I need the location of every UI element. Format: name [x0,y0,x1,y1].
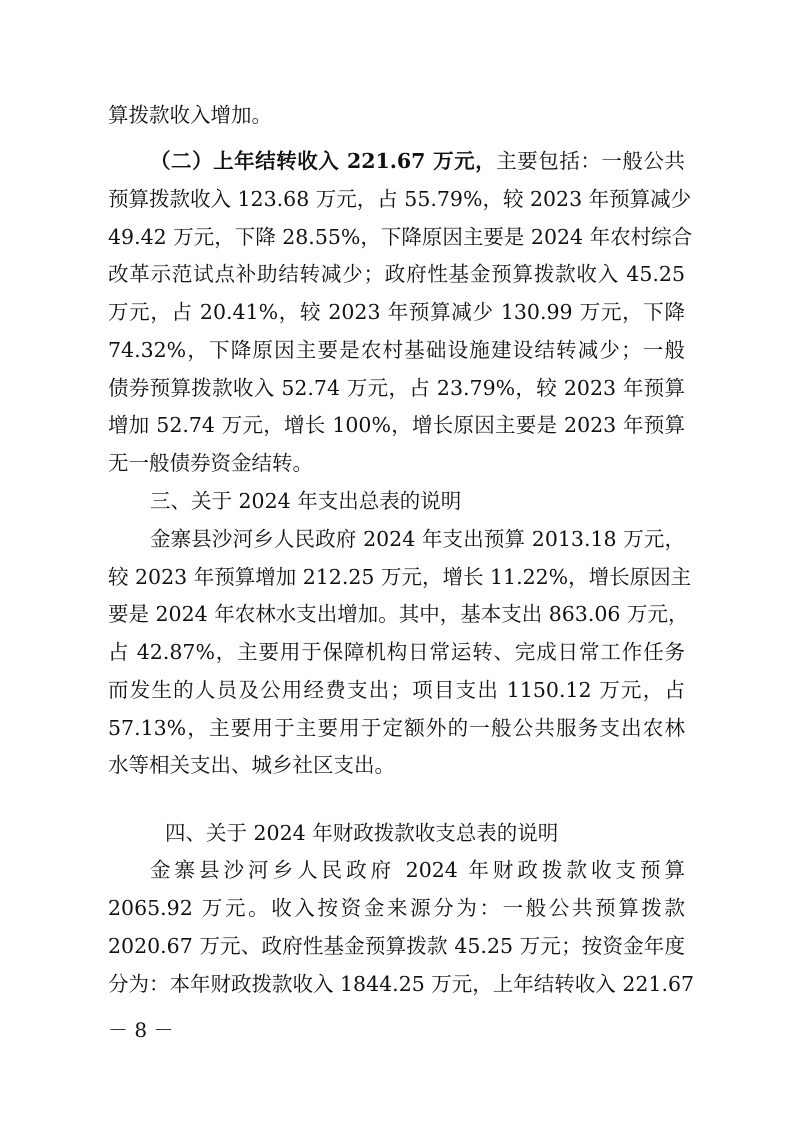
paragraph-line: 2020.67 万元、政府性基金预算拨款 45.25 万元；按资金年度 [108,934,685,958]
paragraph-line: 万元，占 20.41%，较 2023 年预算减少 130.99 万元，下降 [108,300,685,324]
paragraph-line: 占 42.87%，主要用于保障机构日常运转、完成日常工作任务 [108,640,685,664]
paragraph-line: 74.32%，下降原因主要是农村基础设施建设结转减少；一般 [108,338,685,362]
paragraph-line: 57.13%，主要用于主要用于定额外的一般公共服务支出农林 [108,716,685,740]
section-heading: 四、关于 2024 年财政拨款收支总表的说明 [165,821,559,845]
paragraph-line: 改革示范试点补助结转减少；政府性基金预算拨款收入 45.25 [108,262,685,286]
page-number: － 8 － [108,1018,174,1042]
paragraph-line: 水等相关支出、城乡社区支出。 [108,753,395,777]
paragraph-text: 主要包括：一般公共 [496,149,685,173]
paragraph-line: 算拨款收入增加。 [108,103,272,127]
paragraph-line: 49.42 万元，下降 28.55%，下降原因主要是 2024 年农村综合 [108,225,693,249]
paragraph-line: 无一般债券资金结转。 [108,451,313,475]
paragraph-line: 预算拨款收入 123.68 万元，占 55.79%，较 2023 年预算减少 [108,187,692,211]
paragraph-line: 而发生的人员及公用经费支出；项目支出 1150.12 万元，占 [108,678,685,702]
paragraph-line: 分为：本年财政拨款收入 1844.25 万元，上年结转收入 221.67 [108,972,695,996]
paragraph-line: 债券预算拨款收入 52.74 万元，占 23.79%，较 2023 年预算 [108,376,685,400]
paragraph-line: 要是 2024 年农林水支出增加。其中，基本支出 863.06 万元， [108,602,689,626]
paragraph-line: 金寨县沙河乡人民政府 2024 年财政拨款收支预算 [150,858,685,882]
paragraph-line [150,145,685,177]
paragraph-line: 2065.92 万元。收入按资金来源分为：一般公共预算拨款 [108,896,685,920]
section-subheading: （二）上年结转收入 221.67 万元， [150,149,497,173]
paragraph-line: 较 2023 年预算增加 212.25 万元，增长 11.22%，增长原因主 [108,565,692,589]
paragraph-line: 金寨县沙河乡人民政府 2024 年支出预算 2013.18 万元， [150,527,685,551]
paragraph-line: 增加 52.74 万元，增长 100%，增长原因主要是 2023 年预算 [108,413,685,437]
section-heading: 三、关于 2024 年支出总表的说明 [150,489,462,513]
